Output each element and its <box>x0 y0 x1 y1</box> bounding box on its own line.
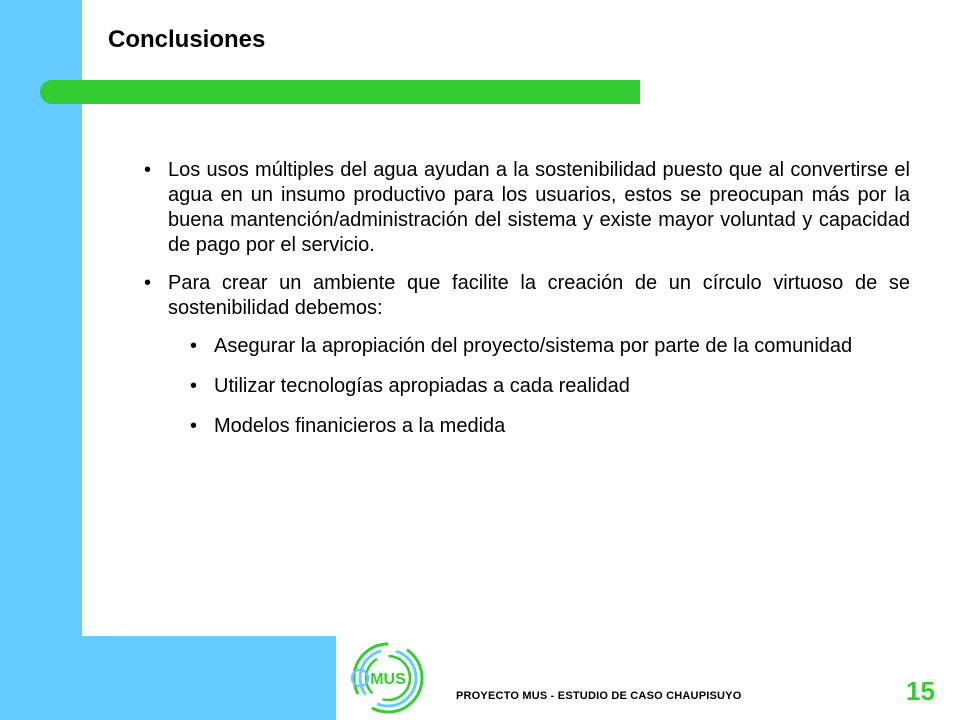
page-number: 15 <box>906 676 935 706</box>
title-underline-bar <box>40 80 640 104</box>
bottom-frame-bar <box>0 636 336 720</box>
bullet-item: • Para crear un ambiente que facilite la creación de un círculo virtuoso de se sostenibilidad debemos: <box>144 271 910 321</box>
sub-bullet-item: • Utilizar tecnologías apropiadas a cada realidad <box>190 374 910 399</box>
bullet-item: • Los usos múltiples del agua ayudan a la sostenibilidad puesto que al convertirse el agua en un insumo productivo para los usuarios, estos se preocupan más por la buena mantención/administración del sistema y existe mayor voluntad y capacidad de pago por el servicio. <box>144 158 910 258</box>
frame-rounded-corner <box>82 560 336 636</box>
slide-title: Conclusiones <box>108 26 266 53</box>
logo-text: MUS <box>370 671 406 688</box>
left-frame-bar <box>0 0 82 720</box>
sub-bullet-item: • Asegurar la apropiación del proyecto/sistema por parte de la comunidad <box>190 334 910 359</box>
slide-content <box>144 158 910 454</box>
footer-project-label: PROYECTO MUS - ESTUDIO DE CASO CHAUPISUYO <box>456 690 742 702</box>
mus-logo-icon <box>340 640 436 716</box>
sub-bullet-item: • Modelos finanicieros a la medida <box>190 414 910 439</box>
